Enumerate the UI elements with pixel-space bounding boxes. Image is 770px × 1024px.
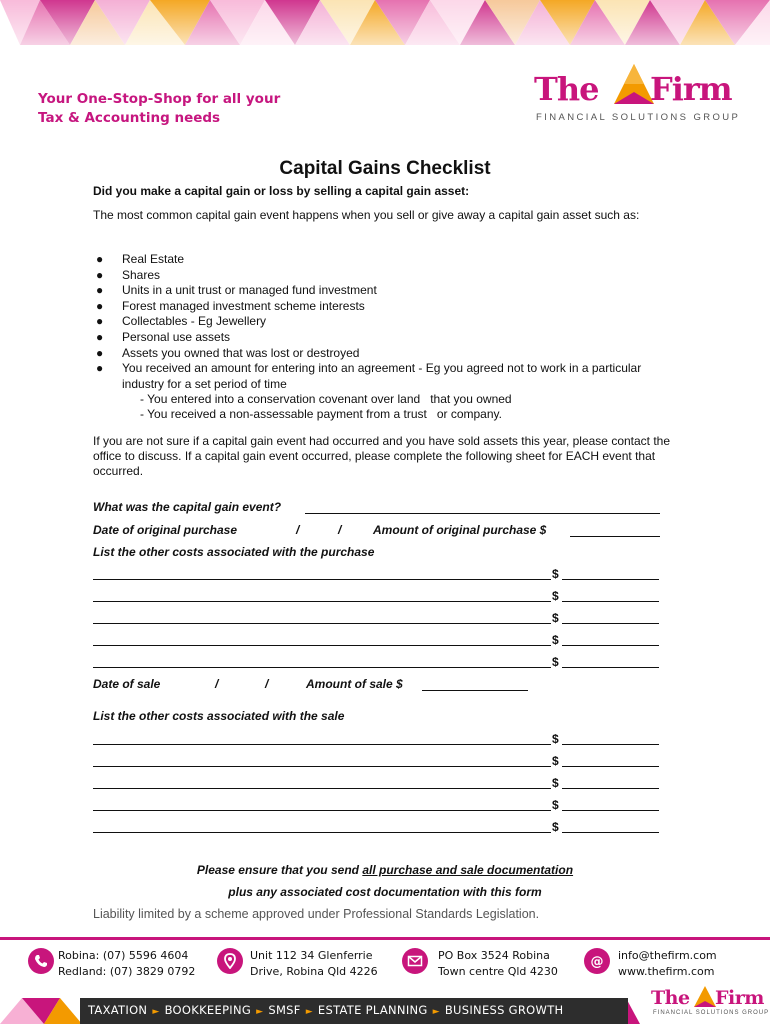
sale-cost-row[interactable]: $ bbox=[93, 731, 659, 745]
intro-text: The most common capital gain event happens when you sell or give away a capital gain asset such as: bbox=[93, 208, 640, 222]
logo-word-firm: Firm bbox=[650, 70, 732, 108]
arrow-right-icon: ► bbox=[256, 1007, 264, 1017]
tagline bbox=[38, 90, 280, 128]
list-item: ● Units in a unit trust or managed fund investment bbox=[96, 283, 377, 298]
service-bookkeeping: BOOKKEEPING bbox=[164, 1003, 252, 1017]
po-line1: PO Box 3524 Robina bbox=[438, 949, 550, 962]
purchase-cost-row[interactable]: $ bbox=[93, 610, 659, 624]
address-line1: Unit 112 34 Glenferrie bbox=[250, 949, 373, 962]
tagline-line2: Tax & Accounting needs bbox=[38, 110, 221, 126]
footer-logo bbox=[645, 985, 770, 1021]
services-list bbox=[88, 1003, 563, 1017]
arrow-right-icon: ► bbox=[152, 1007, 160, 1017]
date-separator: / bbox=[296, 523, 300, 537]
ensure-line1: Please ensure that you send all purchase and sale documentation bbox=[196, 863, 574, 877]
purchase-cost-row[interactable]: $ bbox=[93, 654, 659, 668]
sale-amount-label: Amount of sale $ bbox=[306, 677, 403, 691]
list-item: ● You received an amount for entering into an agreement - Eg you agreed not to work in a particular industry for a set period of time bbox=[96, 361, 642, 391]
page-title: Capital Gains Checklist bbox=[279, 158, 491, 179]
phone-icon bbox=[28, 948, 54, 974]
list-item: ● Forest managed investment scheme interests bbox=[96, 298, 365, 313]
svg-text:@: @ bbox=[590, 954, 604, 969]
purchase-costs-label: List the other costs associated with the purchase bbox=[93, 545, 375, 559]
event-label: What was the capital gain event? bbox=[93, 500, 282, 514]
phone-contact bbox=[58, 948, 195, 980]
service-smsf: SMSF bbox=[268, 1003, 301, 1017]
ensure-line2: plus any associated cost documentation with this form bbox=[228, 885, 542, 899]
mail-icon bbox=[402, 948, 428, 974]
the-firm-logo bbox=[532, 62, 742, 128]
service-taxation: TAXATION bbox=[88, 1003, 148, 1017]
phone-redland[interactable]: Redland: (07) 3829 0792 bbox=[58, 965, 196, 978]
arrow-right-icon: ► bbox=[432, 1007, 440, 1017]
list-item: ● Real Estate bbox=[96, 252, 185, 266]
logo-subtitle: FINANCIAL SOLUTIONS GROUP bbox=[536, 112, 741, 123]
purchase-amount-label: Amount of original purchase $ bbox=[373, 523, 547, 537]
ensure-underlined: all purchase and sale documentation bbox=[362, 863, 574, 877]
sub-list-item: - You received a non-assessable payment from a trust or company. bbox=[140, 407, 502, 422]
po-line2: Town centre Qld 4230 bbox=[438, 965, 558, 978]
footer-divider bbox=[0, 937, 770, 940]
list-item: ● Shares bbox=[96, 267, 161, 282]
list-item: ● Personal use assets bbox=[96, 329, 231, 344]
question-heading: Did you make a capital gain or loss by selling a capital gain asset: bbox=[93, 184, 470, 198]
email-link[interactable]: info@thefirm.com bbox=[618, 949, 717, 962]
sale-cost-row[interactable]: $ bbox=[93, 819, 659, 833]
online-contact bbox=[618, 948, 717, 980]
footer-logo-the: The bbox=[651, 987, 690, 1009]
asset-list bbox=[93, 252, 663, 422]
liability-notice: Liability limited by a scheme approved under Professional Standards Legislation. bbox=[93, 907, 540, 921]
logo-word-the: The bbox=[534, 70, 599, 108]
footer-logo-firm: Firm bbox=[715, 987, 764, 1009]
street-address bbox=[250, 948, 378, 980]
sale-date-label: Date of sale bbox=[93, 677, 161, 691]
date-separator: / bbox=[215, 677, 219, 691]
sale-cost-row[interactable]: $ bbox=[93, 753, 659, 767]
logo-triangle-icon bbox=[693, 985, 717, 1009]
sale-cost-row[interactable]: $ bbox=[93, 775, 659, 789]
service-estate-planning: ESTATE PLANNING bbox=[317, 1003, 428, 1017]
list-item: ● Collectables - Eg Jewellery bbox=[96, 314, 267, 329]
purchase-cost-row[interactable]: $ bbox=[93, 588, 659, 602]
service-business-growth: BUSINESS GROWTH bbox=[444, 1003, 564, 1017]
event-field[interactable] bbox=[305, 513, 660, 514]
purchase-cost-row[interactable]: $ bbox=[93, 632, 659, 646]
tagline-line1: Your One-Stop-Shop for all your bbox=[38, 91, 281, 107]
address-line2: Drive, Robina Qld 4226 bbox=[250, 965, 378, 978]
list-item: ● Assets you owned that was lost or destroyed bbox=[96, 345, 360, 360]
not-sure-paragraph: If you are not sure if a capital gain event had occurred and you have sold assets this year, please contact the office to discuss. If a capital gain event occurred, please complete the following sheet for EACH event that occurred. bbox=[93, 434, 671, 478]
postal-address bbox=[438, 948, 558, 980]
arrow-right-icon: ► bbox=[305, 1007, 313, 1017]
date-separator: / bbox=[265, 677, 269, 691]
sub-list-item: - You entered into a conservation covenant over land that you owned bbox=[140, 392, 512, 407]
sale-amount-field[interactable] bbox=[422, 690, 528, 691]
date-separator: / bbox=[338, 523, 342, 537]
sale-cost-row[interactable]: $ bbox=[93, 797, 659, 811]
location-pin-icon bbox=[217, 948, 243, 974]
decorative-triangle-band bbox=[0, 0, 770, 60]
at-sign-icon bbox=[584, 948, 610, 974]
website-link[interactable]: www.thefirm.com bbox=[618, 965, 715, 978]
purchase-cost-row[interactable]: $ bbox=[93, 566, 659, 580]
sale-costs-label: List the other costs associated with the sale bbox=[93, 709, 345, 723]
purchase-amount-field[interactable] bbox=[570, 536, 660, 537]
phone-robina[interactable]: Robina: (07) 5596 4604 bbox=[58, 949, 189, 962]
purchase-date-label: Date of original purchase bbox=[93, 523, 238, 537]
footer-logo-subtitle: FINANCIAL SOLUTIONS GROUP bbox=[653, 1010, 770, 1016]
